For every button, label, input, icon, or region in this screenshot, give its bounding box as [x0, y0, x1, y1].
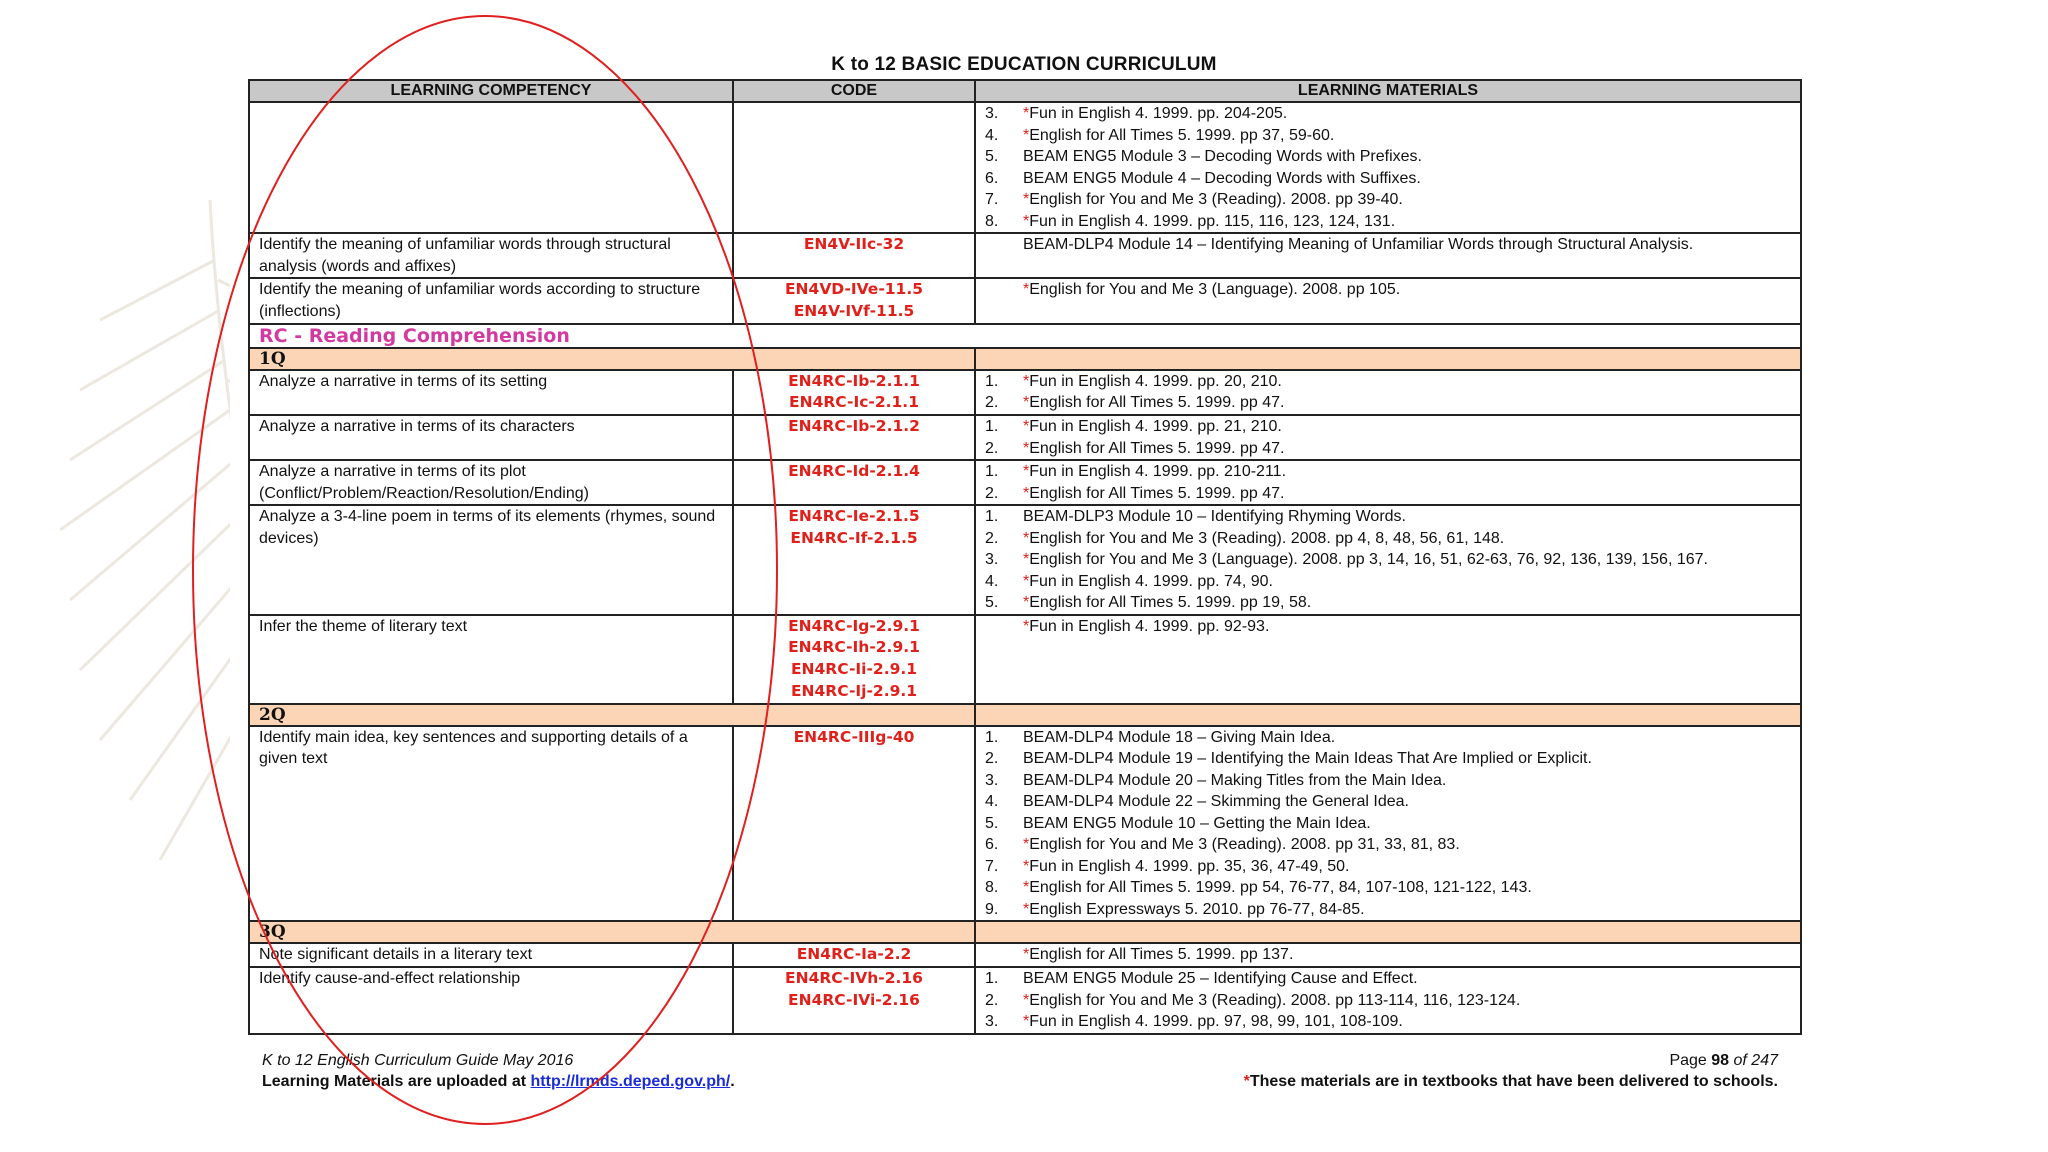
competency-code: EN4V-IIc-32 [803, 235, 905, 253]
asterisk-marker: * [1023, 900, 1030, 918]
material-text-wrap [1023, 770, 1791, 792]
materials-cell [975, 943, 1801, 967]
material-number: 4. [985, 793, 999, 811]
section-label: RC - Reading Comprehension [249, 324, 1801, 348]
material-text: English for All Times 5. 1999. pp 47. [1029, 439, 1285, 457]
material-text-wrap [1023, 461, 1791, 483]
document-title: K to 12 BASIC EDUCATION CURRICULUM [831, 54, 1217, 75]
asterisk-marker: * [1023, 529, 1030, 547]
material-text-wrap [1023, 125, 1791, 147]
material-text: English for All Times 5. 1999. pp 37, 59-60. [1029, 126, 1335, 144]
asterisk-marker: * [1023, 836, 1030, 854]
material-text: BEAM-DLP3 Module 10 – Identifying Rhyming Words. [1023, 508, 1406, 526]
material-item [985, 146, 1791, 168]
material-number: 5. [985, 814, 999, 832]
asterisk-marker: * [1023, 879, 1030, 897]
table-row [249, 943, 1801, 967]
header-code: CODE [733, 80, 975, 102]
material-number: 2. [985, 529, 999, 547]
material-item [985, 770, 1791, 792]
header-learning-materials: LEARNING MATERIALS [975, 80, 1801, 102]
textbook-note-text: These materials are in textbooks that have been delivered to schools. [1249, 1073, 1778, 1090]
material-text: English for You and Me 3 (Reading). 2008. pp 4, 8, 48, 56, 61, 148. [1029, 529, 1505, 547]
material-item [985, 371, 1791, 393]
code-cell [733, 415, 975, 460]
material-text: Fun in English 4. 1999. pp. 115, 116, 123, 124, 131. [1029, 212, 1396, 230]
competency-code: EN4RC-IIIg-40 [793, 727, 915, 746]
competency-code: EN4RC-Ij-2.9.1 [790, 682, 918, 701]
competency-code: EN4RC-Ih-2.9.1 [788, 638, 920, 657]
material-text-wrap [1023, 592, 1791, 614]
page-number: 98 [1711, 1052, 1730, 1069]
material-text-wrap [1023, 506, 1791, 528]
material-number: 4. [985, 572, 999, 590]
asterisk-marker: * [1023, 484, 1030, 502]
lrmds-link[interactable]: http://lrmds.deped.gov.ph/ [530, 1073, 731, 1090]
quarter-label: 2Q [249, 704, 975, 726]
asterisk-marker: * [1023, 281, 1030, 298]
competency-code: EN4RC-If-2.1.5 [790, 528, 918, 547]
material-text: Fun in English 4. 1999. pp. 92-93. [1029, 617, 1270, 635]
material-item [985, 234, 1791, 256]
material-number: 8. [985, 212, 999, 230]
materials-cell [975, 726, 1801, 922]
competency-code: EN4RC-IVh-2.16 [785, 969, 923, 988]
asterisk-marker: * [1023, 191, 1030, 208]
asterisk-marker: * [1023, 394, 1030, 412]
material-item [985, 125, 1791, 147]
material-text: Fun in English 4. 1999. pp. 21, 210. [1029, 418, 1282, 436]
material-text-wrap [1023, 877, 1791, 899]
material-text-wrap [1023, 856, 1791, 878]
material-item [985, 103, 1791, 125]
material-item [985, 168, 1791, 190]
material-number [985, 944, 1023, 966]
material-text: BEAM ENG5 Module 4 – Decoding Words with Suffixes. [1023, 169, 1421, 187]
material-text: English for All Times 5. 1999. pp 47. [1029, 484, 1285, 502]
header-learning-competency: LEARNING COMPETENCY [249, 80, 733, 102]
code-cell [733, 615, 975, 704]
material-item [985, 791, 1791, 813]
competency-cell [249, 102, 733, 233]
competency-cell: Analyze a narrative in terms of its setting [249, 370, 733, 416]
asterisk-marker: * [1023, 946, 1030, 964]
asterisk-marker: * [1023, 105, 1030, 122]
material-text: Fun in English 4. 1999. pp. 210-211. [1029, 463, 1287, 481]
material-text-wrap [1023, 549, 1791, 571]
material-item [985, 944, 1791, 966]
asterisk-marker: * [1023, 572, 1030, 590]
material-text: BEAM-DLP4 Module 14 – Identifying Meaning of Unfamiliar Words through Structural Analysis. [1023, 236, 1694, 253]
code-cell [733, 278, 975, 324]
material-item [985, 834, 1791, 856]
materials-cell [975, 102, 1801, 233]
textbook-note [1244, 1071, 1778, 1092]
code-cell [733, 726, 975, 922]
material-text-wrap [1023, 944, 1791, 966]
competency-code: EN4RC-Ic-2.1.1 [789, 393, 919, 412]
material-text-wrap [1023, 438, 1791, 460]
material-text-wrap [1023, 392, 1791, 414]
material-number: 5. [985, 594, 999, 612]
code-cell [733, 102, 975, 233]
material-text-wrap [1023, 103, 1791, 125]
material-item [985, 990, 1791, 1012]
asterisk-marker: * [1023, 212, 1030, 230]
competency-cell: Analyze a narrative in terms of its plot (Conflict/Problem/Reaction/Resolution/Ending) [249, 460, 733, 505]
materials-cell [975, 967, 1801, 1034]
materials-cell [975, 615, 1801, 704]
asterisk-marker: * [1023, 594, 1030, 612]
quarter-band [975, 921, 1801, 943]
material-number: 1. [985, 508, 999, 526]
table-row [249, 278, 1801, 324]
quarter-row [249, 921, 1801, 943]
material-number: 1. [985, 372, 999, 390]
competency-code: EN4RC-Ia-2.2 [796, 945, 912, 964]
materials-cell [975, 370, 1801, 416]
material-text-wrap [1023, 899, 1791, 921]
material-text: English Expressways 5. 2010. pp 76-77, 84-85. [1029, 900, 1365, 918]
materials-cell [975, 278, 1801, 324]
material-item [985, 877, 1791, 899]
table-row [249, 726, 1801, 922]
page-indicator [1244, 1050, 1778, 1071]
competency-code: EN4VD-IVe-11.5 [784, 280, 924, 298]
material-number: 4. [985, 126, 999, 144]
competency-code: EN4RC-Id-2.1.4 [788, 462, 920, 481]
material-number: 3. [985, 105, 999, 122]
material-text-wrap [1023, 234, 1791, 256]
material-number: 3. [985, 1013, 999, 1031]
table-row [249, 102, 1801, 233]
competency-cell: Analyze a 3-4-line poem in terms of its elements (rhymes, sound devices) [249, 505, 733, 615]
materials-cell [975, 505, 1801, 615]
competency-code: EN4RC-Ii-2.9.1 [790, 660, 918, 679]
footer-right [1244, 1050, 1778, 1092]
competency-code: EN4RC-IVi-2.16 [788, 990, 920, 1009]
footer-uploaded [262, 1071, 735, 1092]
material-number: 9. [985, 900, 999, 918]
material-number: 6. [985, 836, 999, 854]
material-text: English for You and Me 3 (Reading). 2008. pp 31, 33, 81, 83. [1029, 836, 1460, 854]
asterisk-marker: * [1023, 991, 1030, 1009]
competency-cell: Infer the theme of literary text [249, 615, 733, 704]
competency-code: EN4RC-Ig-2.9.1 [788, 616, 920, 635]
competency-code: EN4V-IVf-11.5 [793, 301, 915, 320]
materials-cell [975, 233, 1801, 278]
material-text-wrap [1023, 146, 1791, 168]
material-text: BEAM ENG5 Module 10 – Getting the Main Idea. [1023, 814, 1371, 832]
code-cell [733, 505, 975, 615]
material-text-wrap [1023, 748, 1791, 770]
competency-code: EN4RC-Ib-2.1.2 [788, 417, 920, 436]
material-text: BEAM ENG5 Module 25 – Identifying Cause and Effect. [1023, 970, 1418, 988]
asterisk-marker: * [1243, 1073, 1250, 1090]
material-item [985, 438, 1791, 460]
material-item [985, 748, 1791, 770]
material-number: 2. [985, 439, 999, 457]
material-item [985, 1011, 1791, 1033]
table-header-row [249, 80, 1801, 102]
material-number: 1. [985, 728, 999, 746]
code-cell [733, 233, 975, 278]
asterisk-marker: * [1023, 126, 1030, 144]
material-text: Fun in English 4. 1999. pp. 74, 90. [1029, 572, 1273, 590]
material-text: BEAM-DLP4 Module 19 – Identifying the Main Ideas That Are Implied or Explicit. [1023, 750, 1592, 768]
table-row [249, 460, 1801, 505]
footer-uploaded-label: Learning Materials are uploaded at [262, 1073, 531, 1090]
material-number: 3. [985, 771, 999, 789]
material-number: 2. [985, 394, 999, 412]
table-row [249, 967, 1801, 1034]
material-number [985, 616, 1023, 638]
material-item [985, 856, 1791, 878]
competency-code: EN4RC-Ie-2.1.5 [788, 507, 920, 526]
material-text: English for You and Me 3 (Reading). 2008. pp 113-114, 116, 123-124. [1029, 991, 1521, 1009]
quarter-row [249, 348, 1801, 370]
competency-cell: Identify the meaning of unfamiliar words according to structure (inflections) [249, 278, 733, 324]
page-prefix: Page [1669, 1052, 1712, 1069]
material-text: Fun in English 4. 1999. pp. 97, 98, 99, 101, 108-109. [1029, 1013, 1403, 1031]
material-text-wrap [1023, 483, 1791, 505]
table-row [249, 615, 1801, 704]
code-cell [733, 370, 975, 416]
material-text: BEAM-DLP4 Module 18 – Giving Main Idea. [1023, 728, 1336, 746]
material-item [985, 549, 1791, 571]
material-number: 1. [985, 970, 999, 988]
asterisk-marker: * [1023, 372, 1030, 390]
material-item [985, 899, 1791, 921]
material-text-wrap [1023, 968, 1791, 990]
material-text-wrap [1023, 813, 1791, 835]
material-number: 2. [985, 991, 999, 1009]
material-item [985, 571, 1791, 593]
material-item [985, 279, 1791, 301]
material-text-wrap [1023, 990, 1791, 1012]
material-number: 8. [985, 879, 999, 897]
page-total: of 247 [1729, 1052, 1778, 1069]
material-item [985, 813, 1791, 835]
material-text-wrap [1023, 211, 1791, 233]
material-text-wrap [1023, 571, 1791, 593]
code-cell [733, 460, 975, 505]
material-number [985, 279, 1023, 301]
material-item [985, 616, 1791, 638]
asterisk-marker: * [1023, 439, 1030, 457]
asterisk-marker: * [1023, 551, 1030, 569]
footer-uploaded-suffix: . [730, 1073, 735, 1090]
asterisk-marker: * [1023, 857, 1030, 875]
material-text: Fun in English 4. 1999. pp. 20, 210. [1029, 372, 1282, 390]
materials-cell [975, 415, 1801, 460]
code-cell [733, 943, 975, 967]
competency-cell: Identify main idea, key sentences and supporting details of a given text [249, 726, 733, 922]
material-text-wrap [1023, 616, 1791, 638]
material-text: BEAM-DLP4 Module 20 – Making Titles from the Main Idea. [1023, 771, 1447, 789]
material-item [985, 528, 1791, 550]
material-text: English for All Times 5. 1999. pp 47. [1029, 394, 1285, 412]
material-text-wrap [1023, 791, 1791, 813]
competency-cell: Identify the meaning of unfamiliar words through structural analysis (words and affixes) [249, 233, 733, 278]
material-text: BEAM ENG5 Module 3 – Decoding Words with Prefixes. [1023, 148, 1422, 165]
material-item [985, 392, 1791, 414]
material-number: 3. [985, 551, 999, 569]
material-text: English for You and Me 3 (Language). 2008. pp 3, 14, 16, 51, 62-63, 76, 92, 136, 139, 156, 167. [1029, 551, 1708, 569]
footer-guide: K to 12 English Curriculum Guide May 2016 [262, 1052, 574, 1069]
material-text-wrap [1023, 1011, 1791, 1033]
asterisk-marker: * [1023, 463, 1030, 481]
material-text: BEAM-DLP4 Module 22 – Skimming the General Idea. [1023, 793, 1409, 811]
footer-left [262, 1050, 735, 1092]
quarter-label: 3Q [249, 921, 975, 943]
material-number: 7. [985, 857, 999, 875]
material-text: English for All Times 5. 1999. pp 19, 58. [1029, 594, 1312, 612]
material-text-wrap [1023, 834, 1791, 856]
material-text-wrap [1023, 528, 1791, 550]
material-number: 6. [985, 169, 999, 187]
material-text-wrap [1023, 416, 1791, 438]
competency-cell: Identify cause-and-effect relationship [249, 967, 733, 1034]
material-text: English for You and Me 3 (Reading). 2008. pp 39-40. [1029, 191, 1403, 208]
competency-cell: Note significant details in a literary text [249, 943, 733, 967]
quarter-band [975, 704, 1801, 726]
material-text: English for You and Me 3 (Language). 2008. pp 105. [1029, 281, 1401, 298]
section-row [249, 324, 1801, 348]
material-number: 7. [985, 191, 999, 208]
curriculum-table [248, 79, 1802, 1035]
quarter-label: 1Q [249, 348, 975, 370]
competency-cell: Analyze a narrative in terms of its characters [249, 415, 733, 460]
asterisk-marker: * [1023, 1013, 1030, 1031]
material-number: 1. [985, 418, 999, 436]
material-text-wrap [1023, 279, 1791, 301]
material-text: Fun in English 4. 1999. pp. 35, 36, 47-49, 50. [1029, 857, 1350, 875]
material-number: 1. [985, 463, 999, 481]
material-number: 5. [985, 148, 999, 165]
material-item [985, 416, 1791, 438]
material-text: English for All Times 5. 1999. pp 137. [1029, 946, 1294, 964]
table-row [249, 233, 1801, 278]
material-item [985, 968, 1791, 990]
asterisk-marker: * [1023, 418, 1030, 436]
material-text: English for All Times 5. 1999. pp 54, 76-77, 84, 107-108, 121-122, 143. [1029, 879, 1532, 897]
material-item [985, 461, 1791, 483]
material-text-wrap [1023, 168, 1791, 190]
table-row [249, 370, 1801, 416]
quarter-band [975, 348, 1801, 370]
materials-cell [975, 460, 1801, 505]
material-text-wrap [1023, 371, 1791, 393]
material-item [985, 727, 1791, 749]
material-text-wrap [1023, 727, 1791, 749]
material-text: Fun in English 4. 1999. pp. 204-205. [1029, 105, 1288, 122]
material-number: 2. [985, 484, 999, 502]
code-cell [733, 967, 975, 1034]
material-item [985, 506, 1791, 528]
table-row [249, 415, 1801, 460]
material-item [985, 211, 1791, 233]
material-item [985, 592, 1791, 614]
competency-code: EN4RC-Ib-2.1.1 [788, 371, 920, 390]
material-number: 2. [985, 750, 999, 768]
material-number [985, 234, 1023, 256]
material-item [985, 483, 1791, 505]
asterisk-marker: * [1023, 617, 1030, 635]
material-text-wrap [1023, 189, 1791, 211]
material-item [985, 189, 1791, 211]
table-row [249, 505, 1801, 615]
quarter-row [249, 704, 1801, 726]
